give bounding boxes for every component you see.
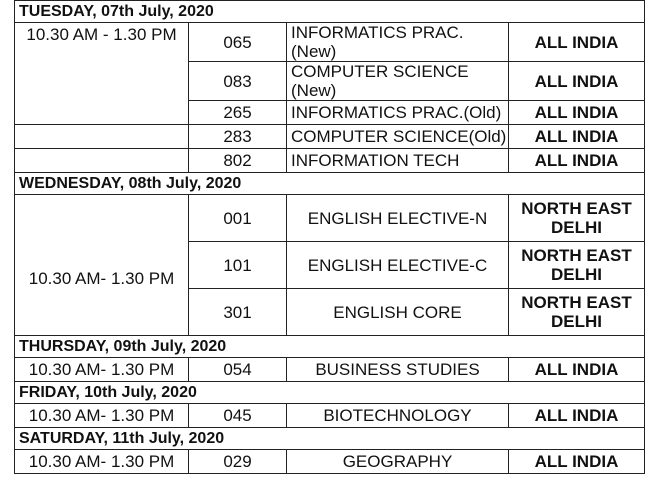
region — [509, 195, 645, 242]
time-cell-empty — [15, 149, 189, 173]
subject-name: ENGLISH ELECTIVE-C — [287, 242, 509, 289]
time-cell: 10.30 AM- 1.30 PM — [15, 404, 189, 428]
region-line: DELHI — [551, 312, 602, 331]
region: ALL INDIA — [509, 23, 645, 62]
time-cell: 10.30 AM- 1.30 PM — [15, 450, 189, 474]
time-cell: 10.30 AM- 1.30 PM — [15, 358, 189, 382]
subject-code: 301 — [189, 289, 287, 336]
table-row — [15, 358, 645, 382]
subject-name: COMPUTER SCIENCE(Old) — [287, 125, 509, 149]
time-cell-empty — [15, 125, 189, 149]
subject-code: 802 — [189, 149, 287, 173]
region-line: DELHI — [551, 265, 602, 284]
time-cell: 10.30 AM - 1.30 PM — [15, 23, 189, 125]
day-heading: THURSDAY, 09th July, 2020 — [15, 336, 645, 358]
subject-code: 045 — [189, 404, 287, 428]
region-line: DELHI — [551, 218, 602, 237]
subject-code: 029 — [189, 450, 287, 474]
region-line: NORTH EAST — [521, 293, 632, 312]
day-heading: WEDNESDAY, 08th July, 2020 — [15, 173, 645, 195]
day-header-row — [15, 336, 645, 358]
region — [509, 289, 645, 336]
subject-code: 001 — [189, 195, 287, 242]
region: ALL INDIA — [509, 450, 645, 474]
region — [509, 242, 645, 289]
subject-name: BIOTECHNOLOGY — [287, 404, 509, 428]
day-header-row — [15, 382, 645, 404]
subject-name: COMPUTER SCIENCE (New) — [287, 62, 509, 101]
table-row — [15, 404, 645, 428]
region-line: NORTH EAST — [521, 199, 632, 218]
region: ALL INDIA — [509, 62, 645, 101]
region: ALL INDIA — [509, 101, 645, 125]
subject-name: GEOGRAPHY — [287, 450, 509, 474]
region: ALL INDIA — [509, 125, 645, 149]
subject-name: BUSINESS STUDIES — [287, 358, 509, 382]
subject-code: 283 — [189, 125, 287, 149]
subject-code: 101 — [189, 242, 287, 289]
time-cell: 10.30 AM- 1.30 PM — [15, 195, 189, 336]
table-row — [15, 125, 645, 149]
subject-name: INFORMATICS PRAC.(Old) — [287, 101, 509, 125]
schedule-table — [14, 0, 645, 474]
subject-name: INFORMATICS PRAC. (New) — [287, 23, 509, 62]
day-header-row — [15, 173, 645, 195]
region: ALL INDIA — [509, 358, 645, 382]
day-heading: SATURDAY, 11th July, 2020 — [15, 428, 645, 450]
table-row — [15, 195, 645, 242]
day-heading: FRIDAY, 10th July, 2020 — [15, 382, 645, 404]
subject-code: 083 — [189, 62, 287, 101]
exam-schedule — [14, 0, 644, 474]
subject-name: INFORMATION TECH — [287, 149, 509, 173]
region-line: NORTH EAST — [521, 246, 632, 265]
subject-code: 265 — [189, 101, 287, 125]
subject-code: 065 — [189, 23, 287, 62]
day-header-row — [15, 428, 645, 450]
table-row — [15, 450, 645, 474]
day-heading: TUESDAY, 07th July, 2020 — [15, 1, 645, 23]
subject-name: ENGLISH ELECTIVE-N — [287, 195, 509, 242]
subject-name: ENGLISH CORE — [287, 289, 509, 336]
region: ALL INDIA — [509, 149, 645, 173]
day-header-row — [15, 1, 645, 23]
region: ALL INDIA — [509, 404, 645, 428]
table-row — [15, 149, 645, 173]
table-row — [15, 23, 645, 62]
subject-code: 054 — [189, 358, 287, 382]
